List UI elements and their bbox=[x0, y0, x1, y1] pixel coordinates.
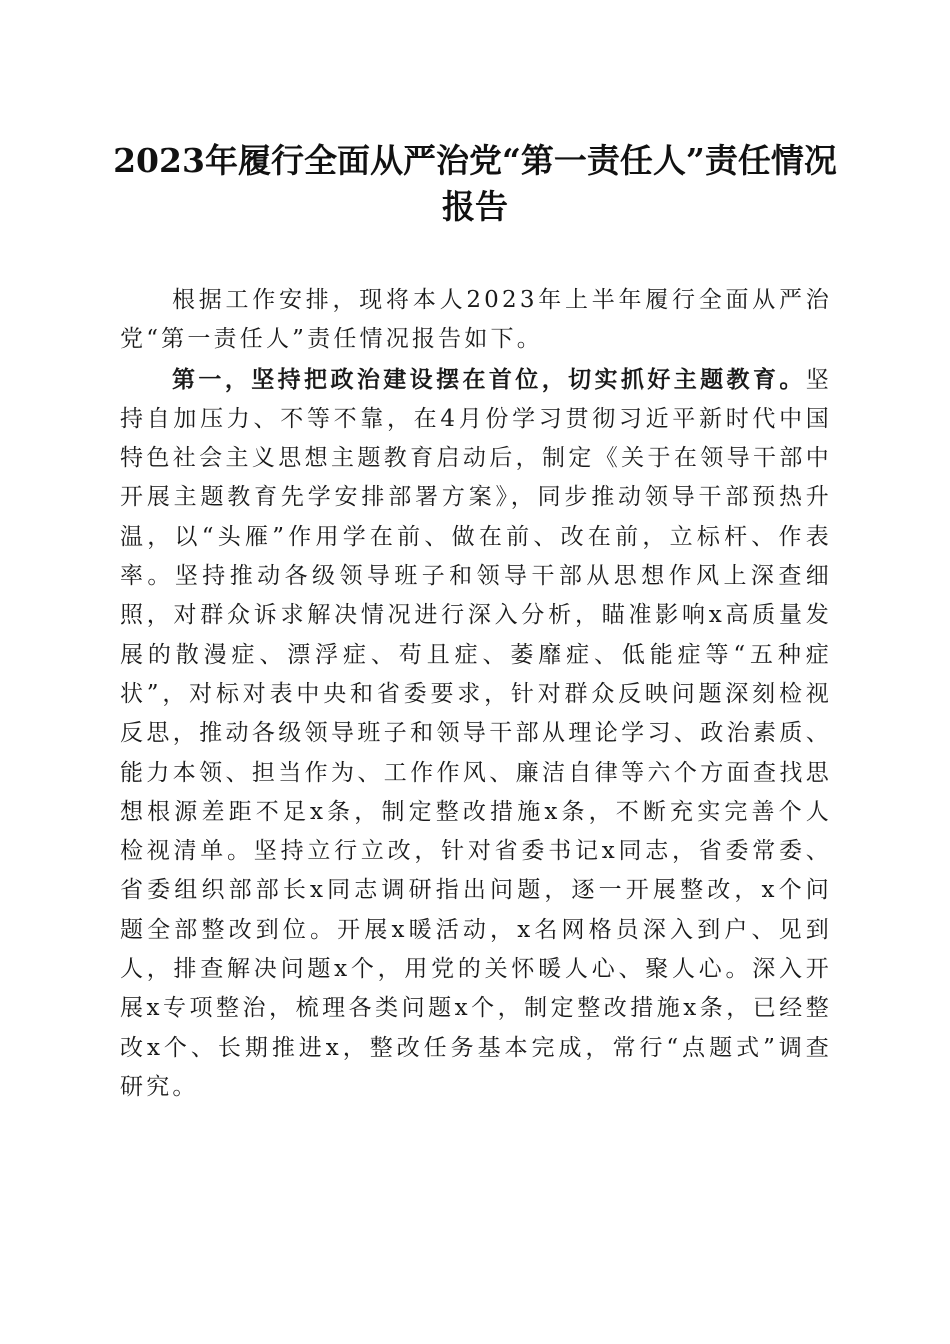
section-one-body: 坚持自加压力、不等不靠，在4月份学习贯彻习近平新时代中国特色社会主义思想主题教育启动后，制定《关于在领导干部中开展主题教育先学安排部署方案》，同步推动领导干部预热升温，以“头雁”作用学在前、做在前、改在前，立标杆、作表率。坚持推动各级领导班子和领导干部从思想作风上深查细照，对群众诉求解决情况进行深入分析，瞄准影响x高质量发展的散漫症、漂浮症、苟且症、萎靡症、低能症等“五种症状”，对标对表中央和省委要求，针对群众反映问题深刻检视反思，推动各级领导班子和领导干部从理论学习、政治素质、能力本领、担当作为、工作作风、廉洁自律等六个方面查找思想根源差距不足x条，制定整改措施x条，不断充实完善个人检视清单。坚持立行立改，针对省委书记x同志，省委常委、省委组织部部长x同志调研指出问题，逐一开展整改，x个问题全部整改到位。开展x暖活动，x名网格员深入到户、见到人，排查解决问题x个，用党的关怀暖人心、聚人心。深入开展x专项整治，梳理各类问题x个，制定整改措施x条，已经整改x个、长期推进x，整改任务基本完成，常行“点题式”调查研究。 bbox=[120, 366, 832, 1100]
intro-paragraph: 根据工作安排，现将本人2023年上半年履行全面从严治党“第一责任人”责任情况报告如下。 bbox=[120, 287, 832, 353]
document-title: 2023年履行全面从严治党“第一责任人”责任情况报告 bbox=[113, 141, 837, 226]
document-body bbox=[120, 281, 832, 1107]
section-one-heading: 第一，坚持把政治建设摆在首位，切实抓好主题教育。 bbox=[172, 365, 806, 393]
section-one-paragraph bbox=[120, 360, 832, 1108]
